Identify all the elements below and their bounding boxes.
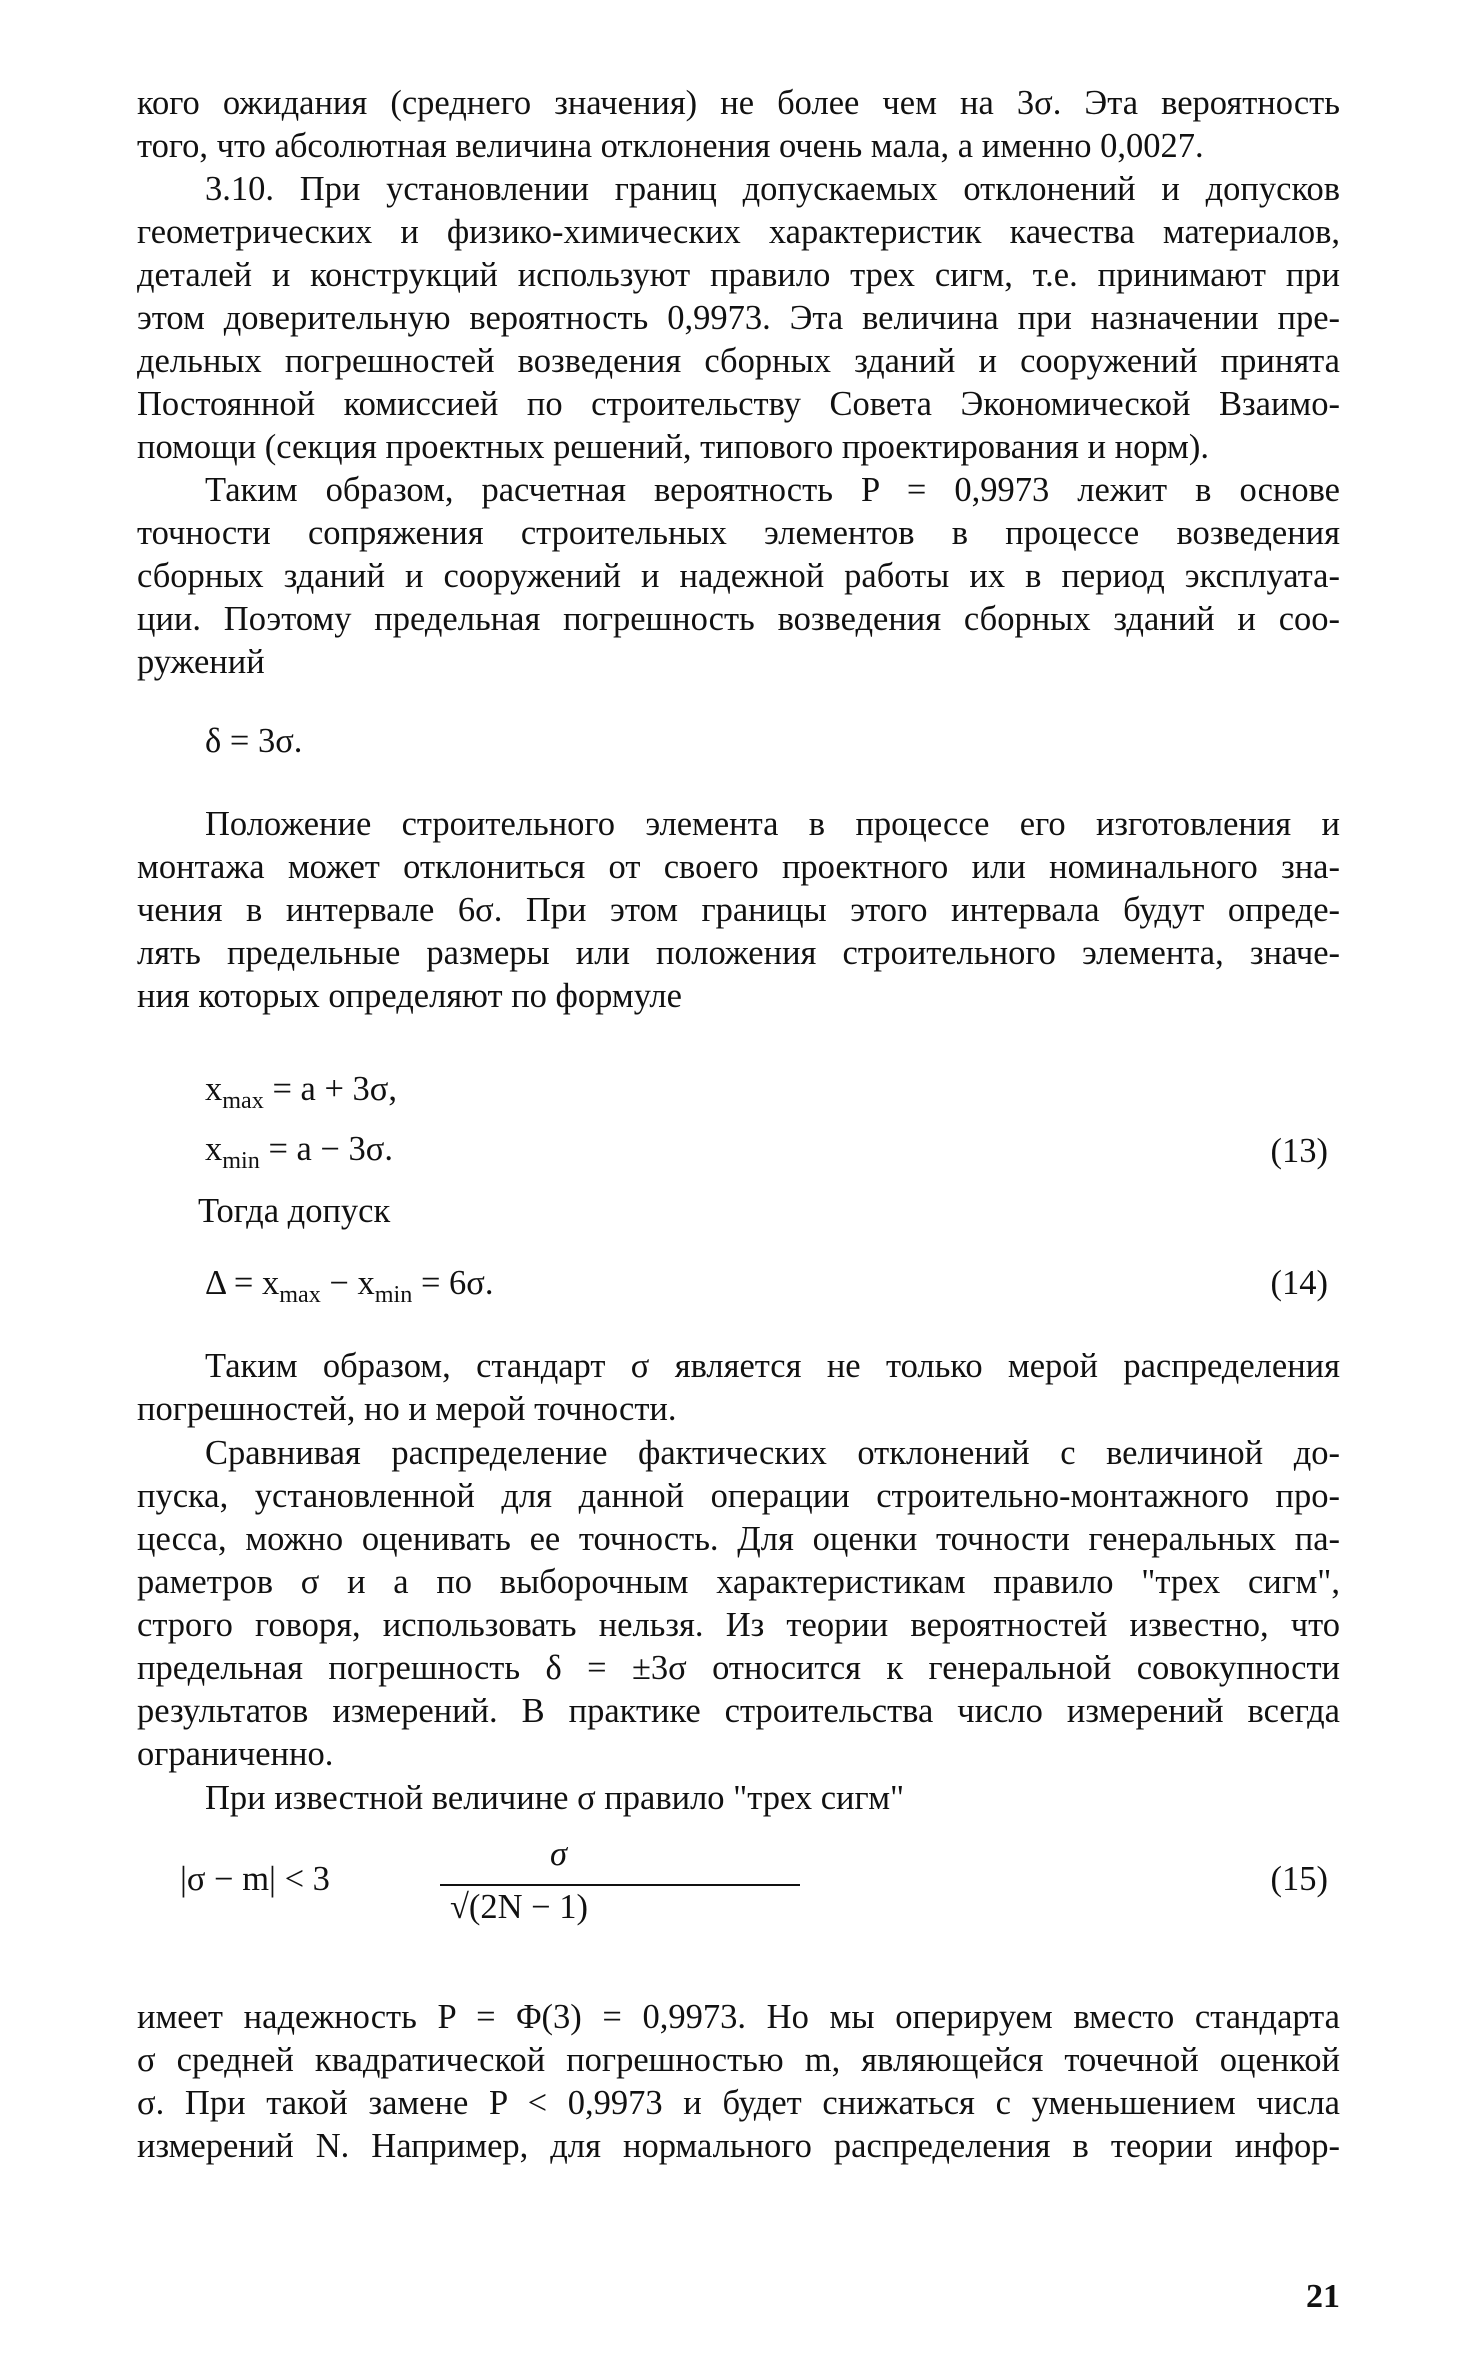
text-line: помощи (секция проектных решений, типового проектирования и норм).	[137, 428, 1209, 466]
text-line: σ средней квадратической погрешностью m, являющейся точечной оценкой	[137, 2041, 1340, 2079]
text-line: Сравнивая распределение фактических отклонений с величиной до-	[205, 1434, 1340, 1472]
equation-number: (14)	[1270, 1264, 1328, 1302]
formula-part: Δ = x	[205, 1264, 280, 1302]
formula-delta: δ = 3σ.	[205, 722, 303, 760]
text-line: пуска, установленной для данной операции строительно-монтажного про-	[137, 1477, 1340, 1515]
formula-rest: = a − 3σ.	[259, 1130, 394, 1168]
text-line: деталей и конструкций используют правило трех сигм, т.е. принимают при	[137, 256, 1340, 294]
text-line: ружений	[137, 643, 265, 681]
formula-var: x	[205, 1130, 223, 1168]
formula-tolerance	[205, 1262, 494, 1309]
text-line: предельная погрешность δ = ±3σ относится к генеральной совокупности	[137, 1649, 1340, 1687]
formula-part: − x	[320, 1264, 375, 1302]
fraction-numerator: σ	[550, 1835, 568, 1873]
formula-var: x	[205, 1070, 223, 1108]
text-line: 3.10. При установлении границ допускаемых отклонений и допусков	[205, 170, 1340, 208]
text-line: σ. При такой замене P < 0,9973 и будет снижаться с уменьшением числа	[137, 2084, 1340, 2122]
text-line: точности сопряжения строительных элементов в процессе возведения	[137, 514, 1340, 552]
formula-subscript: max	[279, 1281, 321, 1309]
text-line: погрешностей, но и мерой точности.	[137, 1390, 677, 1428]
text-line: ции. Поэтому предельная погрешность возведения сборных зданий и соо-	[137, 600, 1340, 638]
formula-subscript: min	[222, 1147, 260, 1175]
text-line: этом доверительную вероятность 0,9973. Эта величина при назначении пре-	[137, 299, 1340, 337]
formula-subscript: max	[222, 1087, 264, 1115]
formula-rest: = a + 3σ,	[263, 1070, 398, 1108]
text-line: ограниченно.	[137, 1735, 334, 1773]
text-line: кого ожидания (среднего значения) не более чем на 3σ. Эта вероятность	[137, 84, 1340, 122]
text-line: Таким образом, стандарт σ является не только мерой распределения	[205, 1347, 1340, 1385]
fraction-denominator: √(2N − 1)	[450, 1888, 589, 1926]
text-line: строго говоря, использовать нельзя. Из теории вероятностей известно, что	[137, 1606, 1340, 1644]
text-line: Таким образом, расчетная вероятность P = 0,9973 лежит в основе	[205, 471, 1340, 509]
text-line: того, что абсолютная величина отклонения очень мала, а именно 0,0027.	[137, 127, 1204, 165]
text-line: сборных зданий и сооружений и надежной работы их в период эксплуата-	[137, 557, 1340, 595]
text-line: геометрических и физико-химических характеристик качества материалов,	[137, 213, 1340, 251]
text-line: монтажа может отклониться от своего проектного или номинального зна-	[137, 848, 1340, 886]
formula-fraction	[180, 1835, 880, 1980]
text-line: При известной величине σ правило "трех сигм"	[205, 1779, 905, 1817]
text-line: результатов измерений. В практике строительства число измерений всегда	[137, 1692, 1340, 1730]
text-line: Постоянной комиссией по строительству Совета Экономической Взаимо-	[137, 385, 1340, 423]
formula-lhs: |σ − m| < 3	[180, 1860, 330, 1898]
text-line: цесса, можно оценивать ее точность. Для оценки точности генеральных па-	[137, 1520, 1340, 1558]
formula-part: = 6σ.	[412, 1264, 494, 1302]
text-line: ния которых определяют по формуле	[137, 977, 682, 1015]
equation-number: (15)	[1270, 1860, 1328, 1898]
equation-number: (13)	[1270, 1132, 1328, 1170]
formula-xmin	[205, 1128, 394, 1175]
text-line: Положение строительного элемента в процессе его изготовления и	[205, 805, 1340, 843]
formula-subscript: min	[374, 1281, 413, 1309]
text-line: имеет надежность P = Φ(3) = 0,9973. Но мы оперируем вместо стандарта	[137, 1998, 1340, 2036]
formula-xmax	[205, 1068, 398, 1115]
fraction-bar	[440, 1884, 800, 1886]
page-number: 21	[1306, 2278, 1340, 2315]
text-line: чения в интервале 6σ. При этом границы этого интервала будут опреде-	[137, 891, 1340, 929]
text-line: дельных погрешностей возведения сборных зданий и сооружений принята	[137, 342, 1340, 380]
text-line: раметров σ и a по выборочным характеристикам правило "трех сигм",	[137, 1563, 1340, 1601]
tolerance-label: Тогда допуск	[198, 1192, 391, 1230]
text-line: измерений N. Например, для нормального распределения в теории инфор-	[137, 2127, 1340, 2165]
text-line: лять предельные размеры или положения строительного элемента, значе-	[137, 934, 1340, 972]
